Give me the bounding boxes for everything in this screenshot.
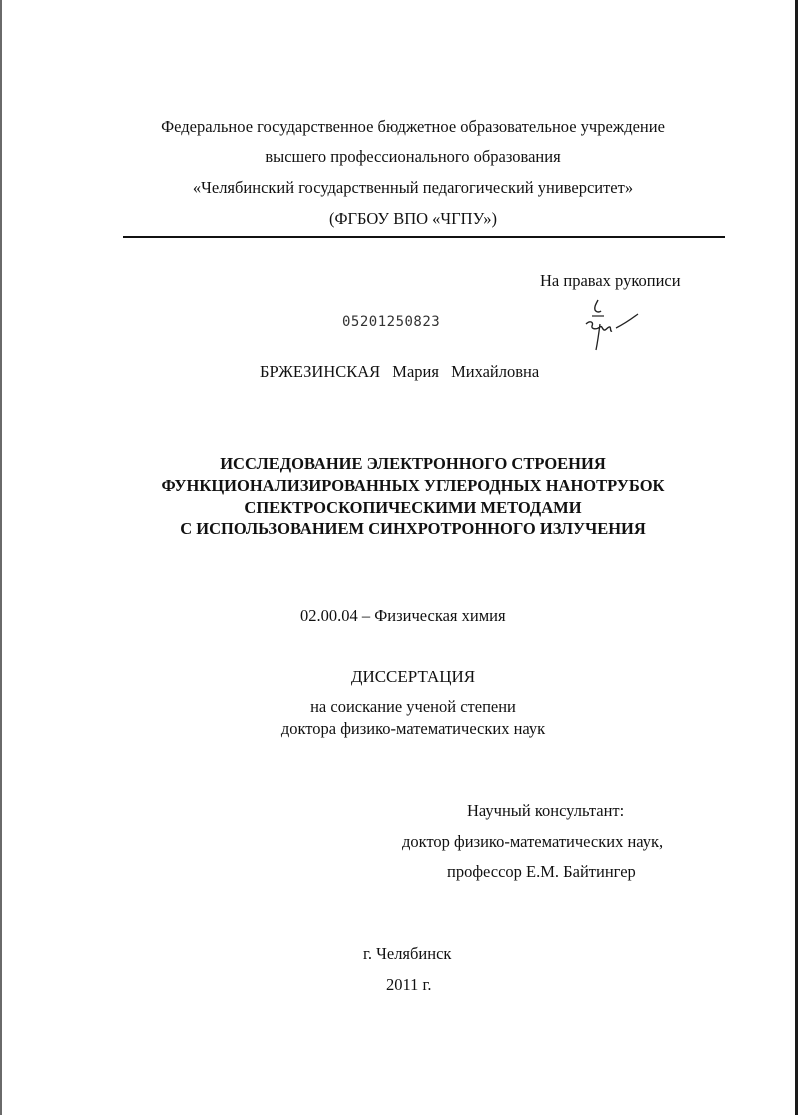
document-type: ДИССЕРТАЦИЯ — [350, 667, 476, 686]
scan-edge-right — [795, 0, 798, 1115]
org-line-3: «Челябинский государственный педагогический университет» — [192, 178, 634, 197]
consultant-degree: доктор физико-математических наук, — [402, 832, 664, 851]
manuscript-note: На правах рукописи — [540, 271, 681, 290]
thesis-title-line-1: ИССЛЕДОВАНИЕ ЭЛЕКТРОННОГО СТРОЕНИЯ — [220, 454, 606, 473]
signature-icon — [580, 294, 642, 356]
thesis-title-line-4: С ИСПОЛЬЗОВАНИЕМ СИНХРОТРОННОГО ИЗЛУЧЕНИЯ — [180, 519, 646, 538]
degree-line-1: на соискание ученой степени — [310, 697, 516, 716]
org-line-2: высшего профессионального образования — [265, 147, 561, 166]
org-line-4: (ФГБОУ ВПО «ЧГПУ») — [328, 209, 497, 228]
degree-line-2: доктора физико-математических наук — [280, 719, 546, 738]
thesis-title-line-3: СПЕКТРОСКОПИЧЕСКИМИ МЕТОДАМИ — [244, 498, 582, 517]
consultant-name: профессор Е.М. Байтингер — [447, 862, 636, 881]
org-line-1: Федеральное государственное бюджетное образовательное учреждение — [161, 117, 665, 136]
thesis-title-line-2: ФУНКЦИОНАЛИЗИРОВАННЫХ УГЛЕРОДНЫХ НАНОТРУБОК — [161, 476, 665, 495]
consultant-label: Научный консультант: — [467, 801, 625, 820]
city: г. Челябинск — [363, 944, 452, 963]
archive-number: 05201250823 — [342, 314, 441, 330]
author-name: БРЖЕЗИНСКАЯ Мария Михайловна — [260, 362, 540, 381]
scan-edge-left — [0, 0, 2, 1115]
specialty-code: 02.00.04 – Физическая химия — [300, 606, 506, 625]
header-divider — [123, 236, 725, 238]
year: 2011 г. — [386, 975, 432, 994]
